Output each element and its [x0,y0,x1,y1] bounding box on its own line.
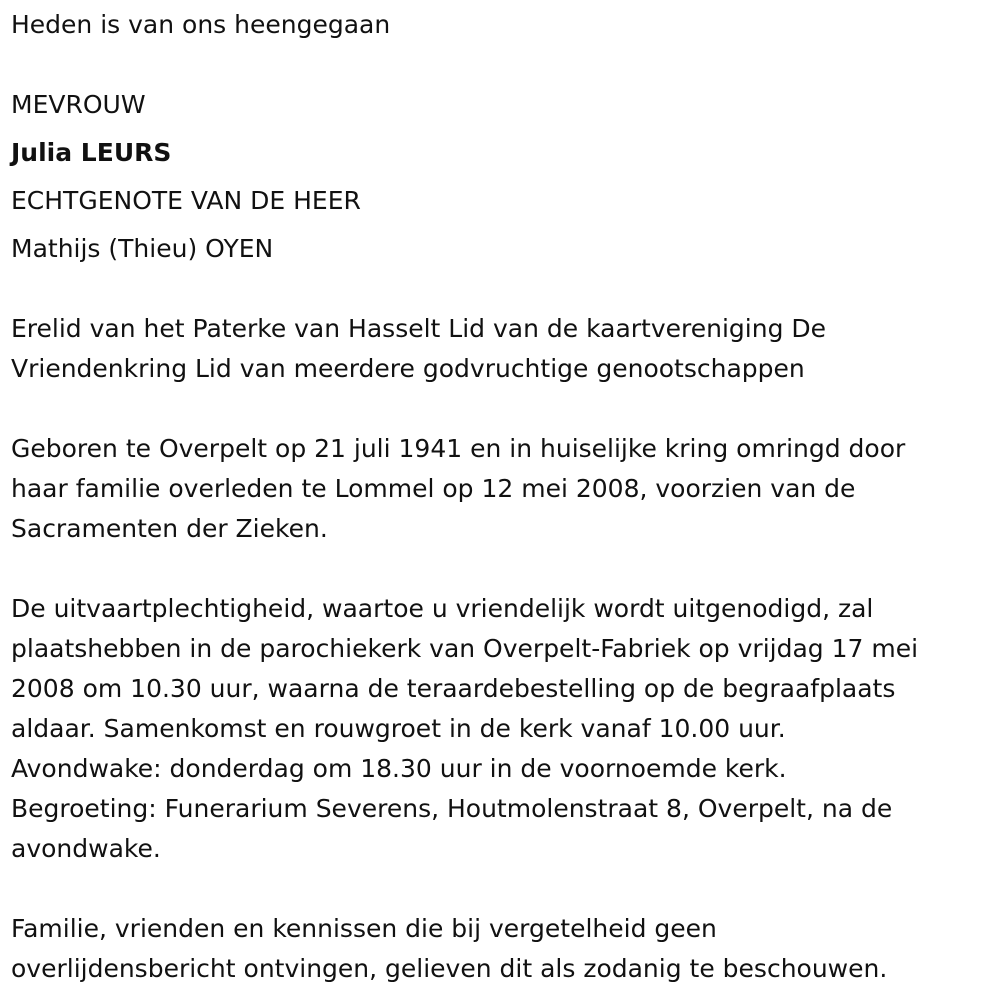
closing-line: overlijdensbericht ontvingen, gelieven dit als zodanig te beschouwen. [11,954,888,983]
ceremony-line: 2008 om 10.30 uur, waarna de teraardebestelling op de begraafplaats [11,674,896,703]
ceremony-line: Avondwake: donderdag om 18.30 uur in de voornoemde kerk. [11,754,787,783]
intro-text: Heden is van ons heengegaan [11,10,391,39]
ceremony-line: avondwake. [11,834,161,863]
memberships-line: Erelid van het Paterke van Hasselt Lid van de kaartvereniging De [11,314,827,343]
ceremony-line: plaatshebben in de parochiekerk van Overpelt-Fabriek op vrijdag 17 mei [11,634,919,663]
birth-death-line: haar familie overleden te Lommel op 12 mei 2008, voorzien van de [11,474,856,503]
birth-death-line: Sacramenten der Zieken. [11,514,328,543]
birth-death-line: Geboren te Overpelt op 21 juli 1941 en in huiselijke kring omringd door [11,434,906,463]
deceased-name: Julia LEURS [11,138,172,167]
ceremony-line: Begroeting: Funerarium Severens, Houtmolenstraat 8, Overpelt, na de [11,794,893,823]
title-prefix: MEVROUW [11,90,146,119]
spouse-label: ECHTGENOTE VAN DE HEER [11,186,361,215]
memberships-line: Vriendenkring Lid van meerdere godvruchtige genootschappen [11,354,805,383]
closing-line: Familie, vrienden en kennissen die bij vergetelheid geen [11,914,717,943]
ceremony-line: aldaar. Samenkomst en rouwgroet in de kerk vanaf 10.00 uur. [11,714,786,743]
spouse-name: Mathijs (Thieu) OYEN [11,234,274,263]
ceremony-line: De uitvaartplechtigheid, waartoe u vriendelijk wordt uitgenodigd, zal [11,594,874,623]
